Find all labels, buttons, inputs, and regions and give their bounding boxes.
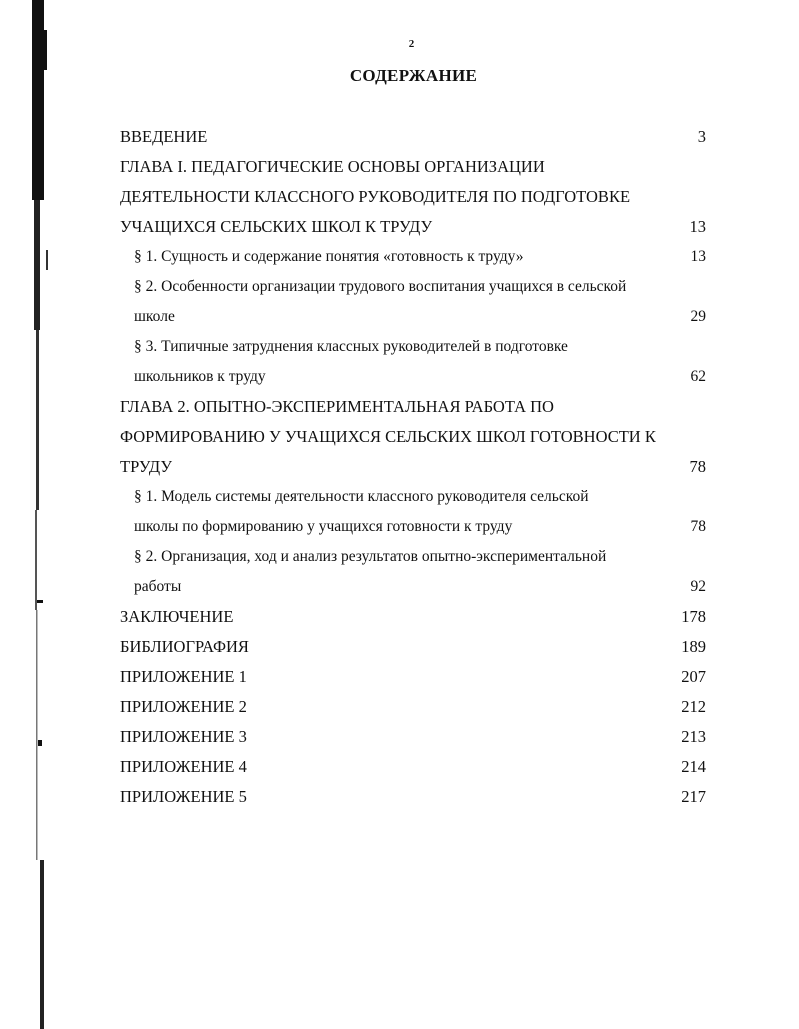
page-title: СОДЕРЖАНИЕ	[349, 66, 478, 85]
dot-leader	[434, 219, 687, 232]
toc-entry-appendix-2[interactable]	[120, 692, 706, 722]
scan-binding-edge	[0, 0, 60, 1029]
toc-entry-text: школе	[134, 308, 175, 325]
dot-leader	[174, 459, 688, 472]
dot-leader	[251, 639, 679, 652]
toc-entry-text: § 2. Организация, ход и анализ результатов опытно-экспериментальной	[134, 548, 607, 565]
toc-entry-appendix-5[interactable]	[120, 782, 706, 812]
toc-entry-text: § 3. Типичные затруднения классных руководителей в подготовке	[134, 338, 568, 355]
dot-leader	[235, 609, 679, 622]
toc-entry-bibliography[interactable]	[120, 632, 706, 662]
toc-entry-text: ПРИЛОЖЕНИЕ 2	[120, 697, 247, 716]
toc-entry-conclusion[interactable]	[120, 602, 706, 632]
toc-entry-text: БИБЛИОГРАФИЯ	[120, 637, 249, 656]
toc-entry-chapter1-line3[interactable]	[120, 212, 706, 242]
toc-page-number: 178	[681, 607, 706, 626]
dot-leader	[249, 699, 679, 712]
table-of-contents	[120, 122, 706, 812]
toc-entry-chapter2-line3[interactable]	[120, 452, 706, 482]
toc-entry-ch1-section2-line2[interactable]	[120, 302, 706, 332]
dot-leader	[249, 789, 679, 802]
toc-entry-chapter1-line1[interactable]	[120, 152, 706, 182]
toc-page-number: 3	[697, 127, 706, 146]
dot-leader	[209, 129, 695, 142]
toc-entry-text: ТРУДУ	[120, 457, 172, 476]
toc-entry-intro[interactable]	[120, 122, 706, 152]
toc-entry-text: ПРИЛОЖЕНИЕ 5	[120, 787, 247, 806]
toc-entry-text: ЗАКЛЮЧЕНИЕ	[120, 607, 234, 626]
page-number: 2	[408, 38, 415, 50]
toc-entry-appendix-1[interactable]	[120, 662, 706, 692]
toc-entry-text: работы	[134, 578, 182, 595]
toc-entry-ch2-section2-line2[interactable]	[120, 572, 706, 602]
toc-entry-text: ГЛАВА 2. ОПЫТНО-ЭКСПЕРИМЕНТАЛЬНАЯ РАБОТА ПО	[120, 397, 554, 416]
toc-entry-appendix-4[interactable]	[120, 752, 706, 782]
dot-leader	[514, 518, 688, 531]
toc-entry-ch1-section1[interactable]	[120, 242, 706, 272]
toc-entry-chapter2-line2[interactable]	[120, 422, 706, 452]
toc-entry-text: ПРИЛОЖЕНИЕ 3	[120, 727, 247, 746]
toc-entry-text: ПРИЛОЖЕНИЕ 4	[120, 757, 247, 776]
toc-entry-ch2-section2-line1[interactable]	[120, 542, 706, 572]
toc-page-number: 78	[689, 457, 706, 476]
toc-page-number: 13	[690, 248, 706, 265]
toc-entry-text: ФОРМИРОВАНИЮ У УЧАЩИХСЯ СЕЛЬСКИХ ШКОЛ ГОТОВНОСТИ К	[120, 427, 656, 446]
toc-entry-chapter2-line1[interactable]	[120, 392, 706, 422]
toc-entry-text: § 1. Модель системы деятельности классного руководителя сельской	[134, 488, 589, 505]
toc-entry-ch1-section3-line2[interactable]	[120, 362, 706, 392]
dot-leader	[268, 368, 689, 381]
toc-entry-appendix-3[interactable]	[120, 722, 706, 752]
toc-entry-ch2-section1-line2[interactable]	[120, 512, 706, 542]
toc-page-number: 213	[681, 727, 706, 746]
toc-entry-ch1-section2-line1[interactable]	[120, 272, 706, 302]
dot-leader	[249, 759, 679, 772]
toc-page-number: 189	[681, 637, 706, 656]
toc-page-number: 29	[690, 308, 706, 325]
toc-entry-text: школы по формированию у учащихся готовности к труду	[134, 518, 513, 535]
toc-page-number: 212	[681, 697, 706, 716]
toc-entry-text: ВВЕДЕНИЕ	[120, 127, 208, 146]
dot-leader	[526, 248, 689, 261]
toc-page-number: 78	[690, 518, 706, 535]
dot-leader	[183, 578, 688, 591]
toc-entry-text: УЧАЩИХСЯ СЕЛЬСКИХ ШКОЛ К ТРУДУ	[120, 217, 433, 236]
dot-leader	[249, 669, 679, 682]
dot-leader	[177, 308, 689, 321]
toc-entry-text: ДЕЯТЕЛЬНОСТИ КЛАССНОГО РУКОВОДИТЕЛЯ ПО ПОДГОТОВКЕ	[120, 187, 631, 206]
dot-leader	[249, 729, 679, 742]
toc-entry-text: ГЛАВА I. ПЕДАГОГИЧЕСКИЕ ОСНОВЫ ОРГАНИЗАЦИИ	[120, 157, 545, 176]
toc-page-number: 217	[681, 787, 706, 806]
toc-entry-ch1-section3-line1[interactable]	[120, 332, 706, 362]
toc-page-number: 13	[689, 217, 706, 236]
toc-entry-text: ПРИЛОЖЕНИЕ 1	[120, 667, 247, 686]
toc-entry-ch2-section1-line1[interactable]	[120, 482, 706, 512]
toc-entry-chapter1-line2[interactable]	[120, 182, 706, 212]
toc-entry-text: § 1. Сущность и содержание понятия «готовность к труду»	[134, 248, 524, 265]
toc-page-number: 214	[681, 757, 706, 776]
toc-entry-text: школьников к труду	[134, 368, 266, 385]
toc-page-number: 207	[681, 667, 706, 686]
toc-entry-text: § 2. Особенности организации трудового воспитания учащихся в сельской	[134, 278, 627, 295]
toc-page-number: 62	[690, 368, 706, 385]
toc-page-number: 92	[690, 578, 706, 595]
